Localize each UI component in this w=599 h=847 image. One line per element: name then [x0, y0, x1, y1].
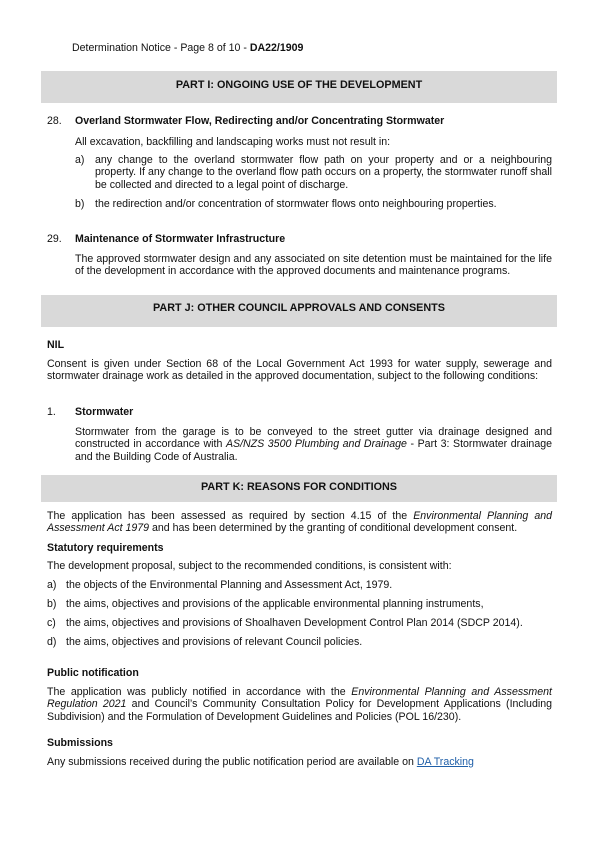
public-notification-text [47, 686, 552, 723]
part-j-title: PART J: OTHER COUNCIL APPROVALS AND CONSENTS [153, 302, 445, 314]
statutory-item-b: the aims, objectives and provisions of the applicable environmental planning instruments, [66, 598, 484, 610]
condition-28-intro: All excavation, backfilling and landscaping works must not result in: [75, 136, 391, 148]
condition-1-standard: AS/NZS 3500 Plumbing and Drainage [225, 438, 407, 451]
reasons-intro-part: The application has been assessed as required by section 4.15 of the [47, 510, 414, 522]
submissions-text-part: Any submissions received during the public notification period are available on [47, 756, 417, 768]
section-band-part-j [41, 295, 557, 327]
condition-28-title: Overland Stormwater Flow, Redirecting and/or Concentrating Stormwater [75, 115, 445, 127]
reasons-intro-part: and has been determined by the granting of conditional development consent. [149, 522, 518, 535]
statutory-item-c: the aims, objectives and provisions of Shoalhaven Development Control Plan 2014 (SDCP 2014). [66, 617, 523, 629]
part-k-title: PART K: REASONS FOR CONDITIONS [201, 481, 397, 493]
submissions-heading: Submissions [47, 737, 113, 749]
public-notification-part: The application was publicly notified in accordance with the [47, 686, 352, 698]
condition-29-text: The approved stormwater design and any associated on site detention must be maintained for the life of the development in accordance with the approved documents and maintenance programs. [75, 253, 552, 278]
part-i-title: PART I: ONGOING USE OF THE DEVELOPMENT [175, 79, 423, 91]
consent-paragraph: Consent is given under Section 68 of the Local Government Act 1993 for water supply, sewerage and stormwater drainage work as detailed in the approved documentation, subject to the following conditions: [47, 358, 552, 383]
statutory-item-a: the objects of the Environmental Planning and Assessment Act, 1979. [66, 579, 393, 591]
public-notification-part: and Council’s Community Consultation Policy for Development Applications (Including Subdivision) and the Formulation of Development Guidelines and Policies (POL 16/230). [47, 698, 552, 723]
reasons-act-title: Environmental Planning and Assessment Act 1979 [47, 510, 552, 535]
statutory-heading: Statutory requirements [47, 542, 164, 554]
section-band-part-k [41, 475, 557, 502]
condition-28-item-b: the redirection and/or concentration of stormwater flows onto neighbouring properties. [95, 198, 497, 210]
condition-28-item-a: any change to the overland stormwater flow path on your property and or a neighbouring property. If any change to the overland flow path occurs on a property, the stormwater runoff shall be collected and directed to a legal point of discharge. [95, 154, 552, 191]
submissions-text [47, 756, 474, 768]
condition-28-item-b-label: b) [75, 198, 85, 210]
condition-1-text [75, 426, 552, 463]
regulation-title: Environmental Planning and Assessment Regulation 2021 [47, 686, 552, 711]
condition-28-item-a-label: a) [75, 154, 85, 166]
statutory-item-d: the aims, objectives and provisions of relevant Council policies. [66, 636, 363, 648]
da-tracking-link[interactable]: DA Tracking [416, 756, 474, 768]
section-band-part-i [41, 71, 557, 103]
condition-28-number: 28. [47, 115, 62, 127]
condition-1-text-part: - Part 3: Stormwater drainage and the Building Code of Australia. [75, 438, 552, 463]
condition-1-text-part: Stormwater from the garage is to be conveyed to the street gutter via drainage designed and constructed in accordance with [75, 426, 552, 451]
condition-1-number: 1. [47, 406, 56, 418]
nil-label: NIL [47, 339, 65, 351]
statutory-item-a-label: a) [47, 579, 57, 591]
condition-29-title: Maintenance of Stormwater Infrastructure [75, 233, 286, 245]
reasons-intro [47, 510, 552, 535]
condition-1-title: Stormwater [75, 406, 134, 418]
statutory-item-d-label: d) [47, 636, 57, 648]
condition-29-number: 29. [47, 233, 62, 245]
statutory-intro: The development proposal, subject to the recommended conditions, is consistent with: [47, 560, 452, 572]
header-reference: DA22/1909 [249, 42, 304, 54]
statutory-item-b-label: b) [47, 598, 57, 610]
statutory-item-c-label: c) [47, 617, 56, 629]
header-prefix: Determination Notice - Page 8 of 10 - [72, 42, 250, 54]
public-notification-heading: Public notification [47, 667, 139, 679]
page-header [72, 42, 303, 54]
